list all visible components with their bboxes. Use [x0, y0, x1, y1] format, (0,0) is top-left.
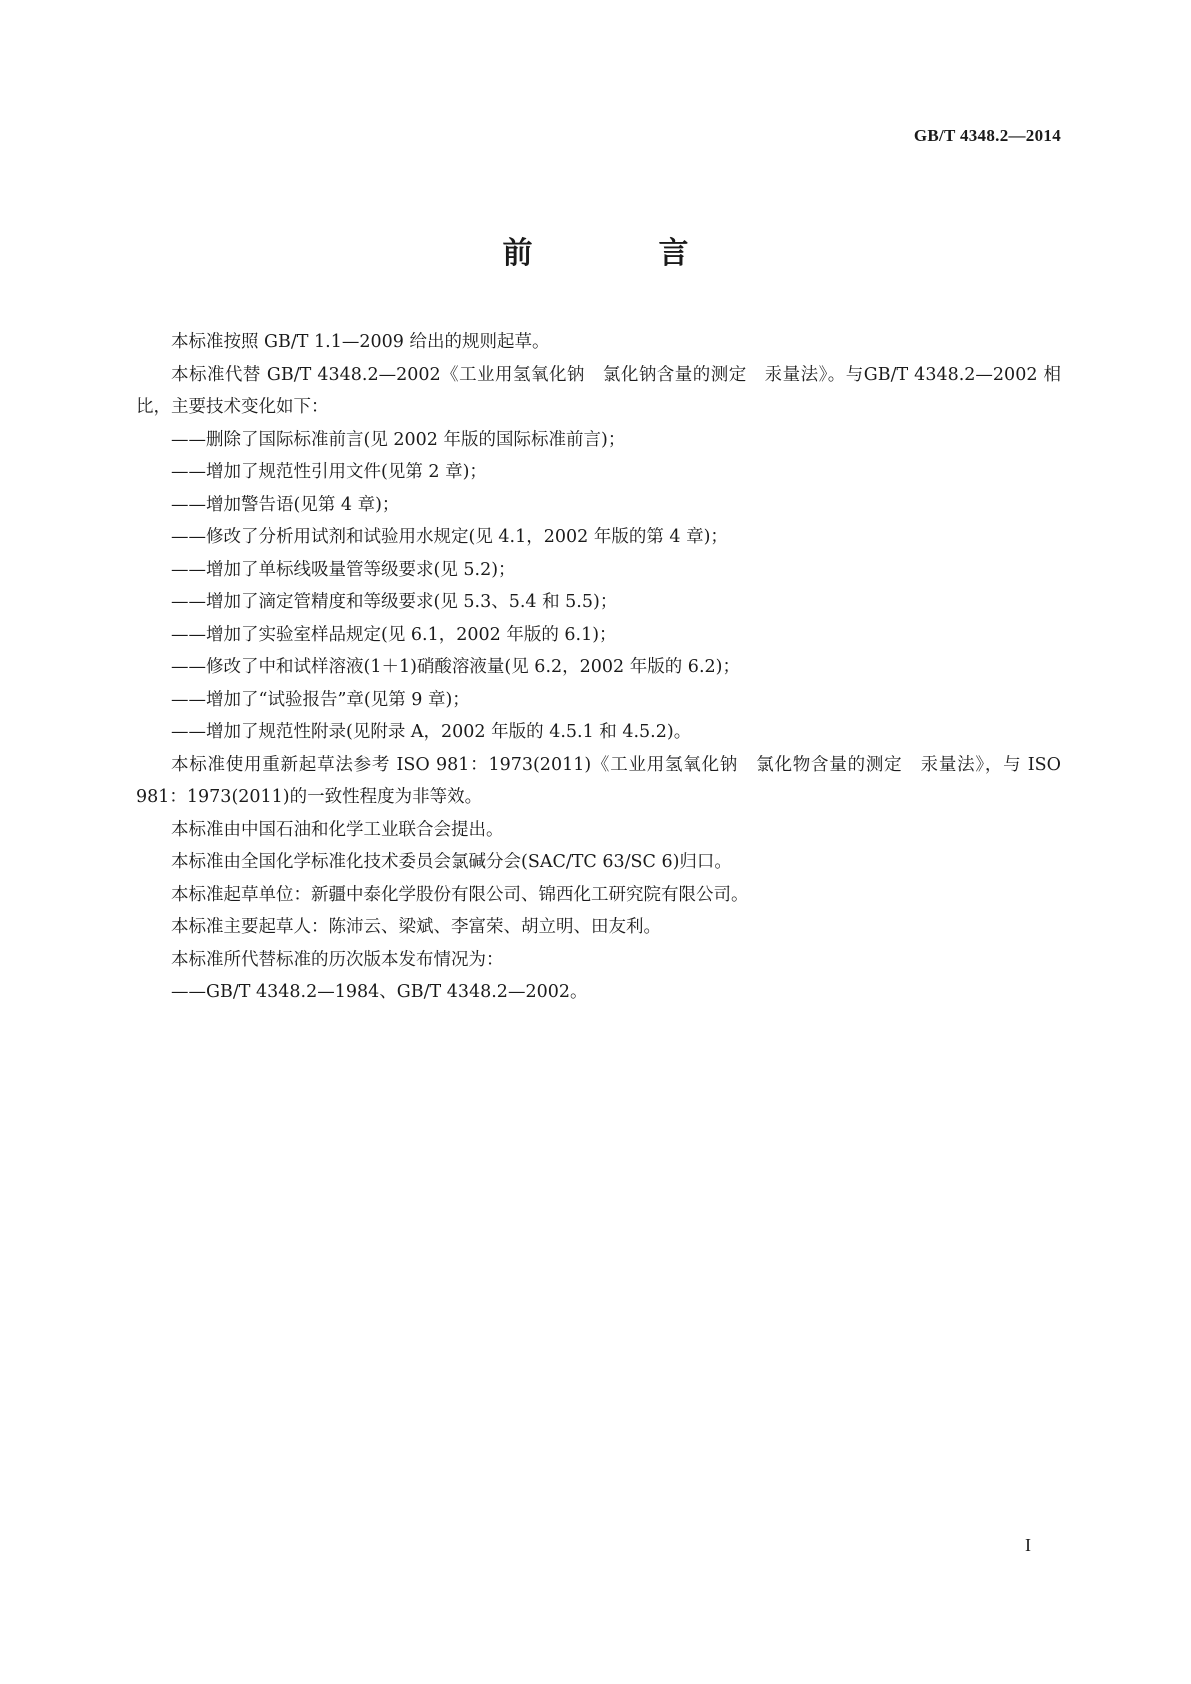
list-item: ——增加了规范性附录(见附录 A，2002 年版的 4.5.1 和 4.5.2)。 [171, 722, 692, 742]
page-title: 前 言 [502, 236, 737, 271]
changes-list [136, 424, 1061, 749]
paragraph-proposed-by: 本标准由中国石油和化学工业联合会提出。 [171, 819, 504, 840]
list-item: ——增加了“试验报告”章(见第 9 章)； [171, 689, 470, 710]
paragraph-version-history-intro: 本标准所代替标准的历次版本发布情况为： [171, 949, 504, 970]
list-item: ——修改了中和试样溶液(1＋1)硝酸溶液量(见 6.2，2002 年版的 6.2)； [171, 657, 740, 677]
list-item: ——增加警告语(见第 4 章)； [171, 494, 400, 515]
foreword-body [136, 326, 1061, 1009]
list-item: ——增加了滴定管精度和等级要求(见 5.3、5.4 和 5.5)； [171, 592, 618, 612]
paragraph-centralized-by: 本标准由全国化学标准化技术委员会氯碱分会(SAC/TC 63/SC 6)归口。 [171, 852, 732, 872]
paragraph-replaces: 本标准代替 GB/T 4348.2—2002《工业用氢氧化钠 氯化钠含量的测定 汞量法》。与GB/T 4348.2—2002 相比，主要技术变化如下： [136, 364, 1061, 417]
paragraph-main-drafters: 本标准主要起草人：陈沛云、梁斌、李富荣、胡立明、田友利。 [171, 917, 661, 937]
paragraph-iso-reference: 本标准使用重新起草法参考 ISO 981：1973(2011)《工业用氢氧化钠 氯化物含量的测定 汞量法》，与 ISO 981：1973(2011)的一致性程度为非等效。 [136, 754, 1061, 807]
list-item: ——修改了分析用试剂和试验用水规定(见 4.1，2002 年版的第 4 章)； [171, 527, 728, 547]
page-number: I [1025, 1535, 1031, 1555]
list-item: ——增加了实验室样品规定(见 6.1，2002 年版的 6.1)； [171, 624, 617, 645]
paragraph-drafting-rules: 本标准按照 GB/T 1.1—2009 给出的规则起草。 [171, 332, 550, 352]
list-item: ——删除了国际标准前言(见 2002 年版的国际标准前言)； [171, 429, 626, 450]
list-item: ——增加了规范性引用文件(见第 2 章)； [171, 462, 487, 482]
standard-code: GB/T 4348.2—2014 [913, 126, 1061, 145]
paragraph-drafting-units: 本标准起草单位：新疆中泰化学股份有限公司、锦西化工研究院有限公司。 [171, 884, 749, 905]
list-item: ——GB/T 4348.2—1984、GB/T 4348.2—2002。 [171, 982, 588, 1002]
history-list [136, 976, 1061, 1009]
list-item: ——增加了单标线吸量管等级要求(见 5.2)； [171, 559, 516, 580]
